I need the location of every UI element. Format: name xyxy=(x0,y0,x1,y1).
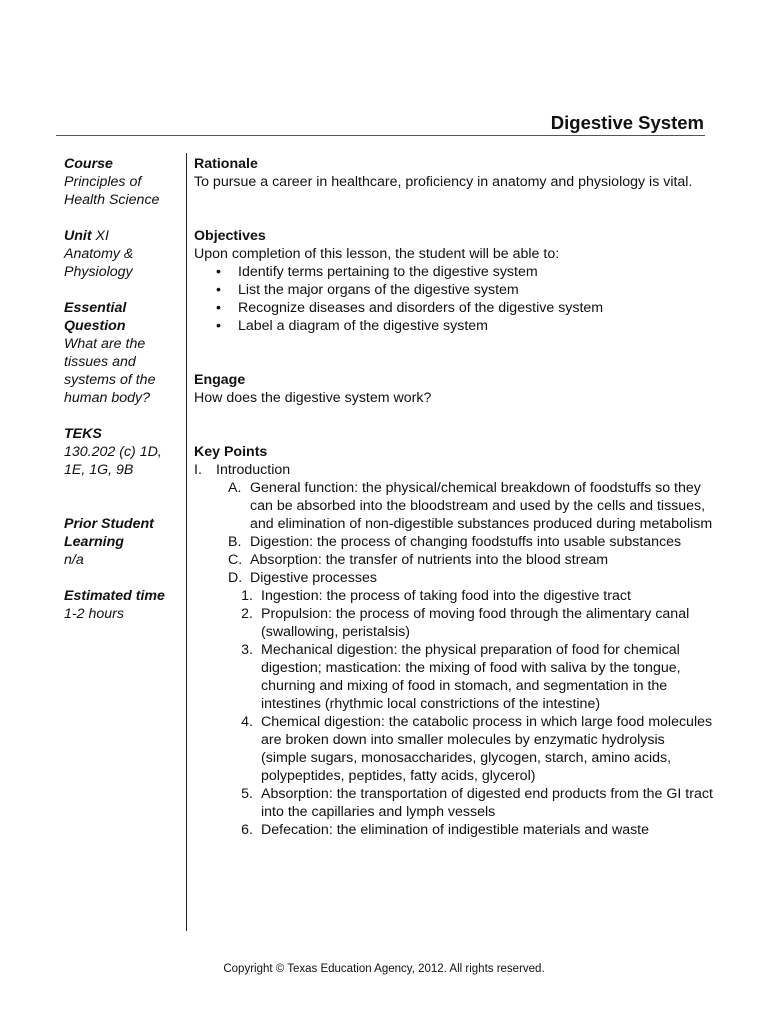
process-marker: 2. xyxy=(241,606,253,622)
lesson-sidebar xyxy=(64,155,180,641)
key-point-item xyxy=(228,533,714,551)
rationale-text: To pursue a career in healthcare, proficiency in anatomy and physiology is vital. xyxy=(194,174,693,190)
key-point-item xyxy=(228,569,714,587)
key-points-heading: Key Points xyxy=(194,444,268,460)
lesson-content xyxy=(194,155,714,839)
objectives-intro: Upon completion of this lesson, the student will be able to: xyxy=(194,246,560,262)
process-marker: 5. xyxy=(241,786,253,802)
unit-block xyxy=(64,227,180,281)
unit-heading xyxy=(64,227,180,245)
key-point-text: General function: the physical/chemical breakdown of foodstuffs so they can be absorbed into the bloodstream and used by the cells and tissues, and elimination of non-digestible substances produced during metabolism xyxy=(250,480,713,532)
process-marker: 6. xyxy=(241,822,253,838)
process-marker: 4. xyxy=(241,714,253,730)
objective-item: • Identify terms pertaining to the digestive system xyxy=(238,263,714,281)
engage-section xyxy=(194,371,714,407)
process-text: Propulsion: the process of moving food through the alimentary canal (swallowing, peristalsis) xyxy=(261,606,690,640)
unit-value: Anatomy & Physiology xyxy=(64,246,134,280)
essential-question-block xyxy=(64,299,180,407)
prior-learning-value: n/a xyxy=(64,552,84,568)
course-label: Course xyxy=(64,156,113,172)
key-point-text: Digestion: the process of changing foodstuffs into usable substances xyxy=(250,534,682,550)
introduction-title: Introduction xyxy=(216,462,291,478)
course-block xyxy=(64,155,180,209)
prior-learning-label: Prior Student Learning xyxy=(64,516,154,550)
objective-item: • List the major organs of the digestive system xyxy=(238,281,714,299)
prior-learning-block xyxy=(64,515,180,569)
unit-label: Unit xyxy=(64,228,92,244)
rationale-heading: Rationale xyxy=(194,156,258,172)
title-divider xyxy=(56,135,705,136)
teks-block xyxy=(64,425,180,479)
engage-text: How does the digestive system work? xyxy=(194,390,432,406)
process-marker: 1. xyxy=(241,588,253,604)
key-point-marker: C. xyxy=(228,552,243,568)
process-item xyxy=(239,587,714,605)
process-item xyxy=(239,641,714,713)
introduction-item xyxy=(194,461,714,479)
roman-marker: I. xyxy=(194,462,202,478)
objectives-section xyxy=(194,227,714,335)
column-divider xyxy=(186,153,187,931)
teks-value: 130.202 (c) 1D, 1E, 1G, 9B xyxy=(64,444,162,478)
process-marker: 3. xyxy=(241,642,253,658)
digestive-processes-list xyxy=(194,587,714,839)
essential-question-value: What are the tissues and systems of the human body? xyxy=(64,336,156,406)
key-points-list xyxy=(194,479,714,587)
process-item xyxy=(239,821,714,839)
course-value: Principles of Health Science xyxy=(64,174,160,208)
rationale-section xyxy=(194,155,714,191)
estimated-time-label: Estimated time xyxy=(64,588,165,604)
process-text: Defecation: the elimination of indigestible materials and waste xyxy=(261,822,650,838)
process-item xyxy=(239,713,714,785)
unit-number: XI xyxy=(95,228,109,244)
process-item xyxy=(239,785,714,821)
estimated-time-block xyxy=(64,587,180,623)
engage-heading: Engage xyxy=(194,372,246,388)
key-point-marker: A. xyxy=(228,480,242,496)
key-point-marker: D. xyxy=(228,570,243,586)
key-point-marker: B. xyxy=(228,534,242,550)
process-text: Ingestion: the process of taking food into the digestive tract xyxy=(261,588,631,604)
process-text: Absorption: the transportation of digested end products from the GI tract into the capillaries and lymph vessels xyxy=(261,786,713,820)
page-title: Digestive System xyxy=(550,112,704,133)
key-point-item xyxy=(228,479,714,533)
process-text: Chemical digestion: the catabolic process in which large food molecules are broken down into smaller molecules by enzymatic hydrolysis (simple sugars, monosaccharides, glycogen, starch, amino acids, polypeptides, peptides, fatty acids, glycerol) xyxy=(261,714,713,784)
teks-label: TEKS xyxy=(64,426,102,442)
key-points-section xyxy=(194,443,714,839)
process-item xyxy=(239,605,714,641)
estimated-time-value: 1-2 hours xyxy=(64,606,124,622)
key-point-text: Absorption: the transfer of nutrients into the blood stream xyxy=(250,552,609,568)
key-point-item xyxy=(228,551,714,569)
copyright-footer: Copyright © Texas Education Agency, 2012. All rights reserved. xyxy=(223,963,545,975)
objective-item: • Recognize diseases and disorders of the digestive system xyxy=(238,299,714,317)
process-text: Mechanical digestion: the physical preparation of food for chemical digestion; mastication: the mixing of food with saliva by the tongue, churning and mixing of food in stomach, and segmentation in the intestines (rhythmic local constrictions of the intestine) xyxy=(261,642,681,712)
objective-item: • Label a diagram of the digestive system xyxy=(238,317,714,335)
objectives-heading: Objectives xyxy=(194,228,266,244)
key-point-text: Digestive processes xyxy=(250,570,377,586)
objectives-list xyxy=(194,263,714,335)
essential-question-label: Essential Question xyxy=(64,300,127,334)
